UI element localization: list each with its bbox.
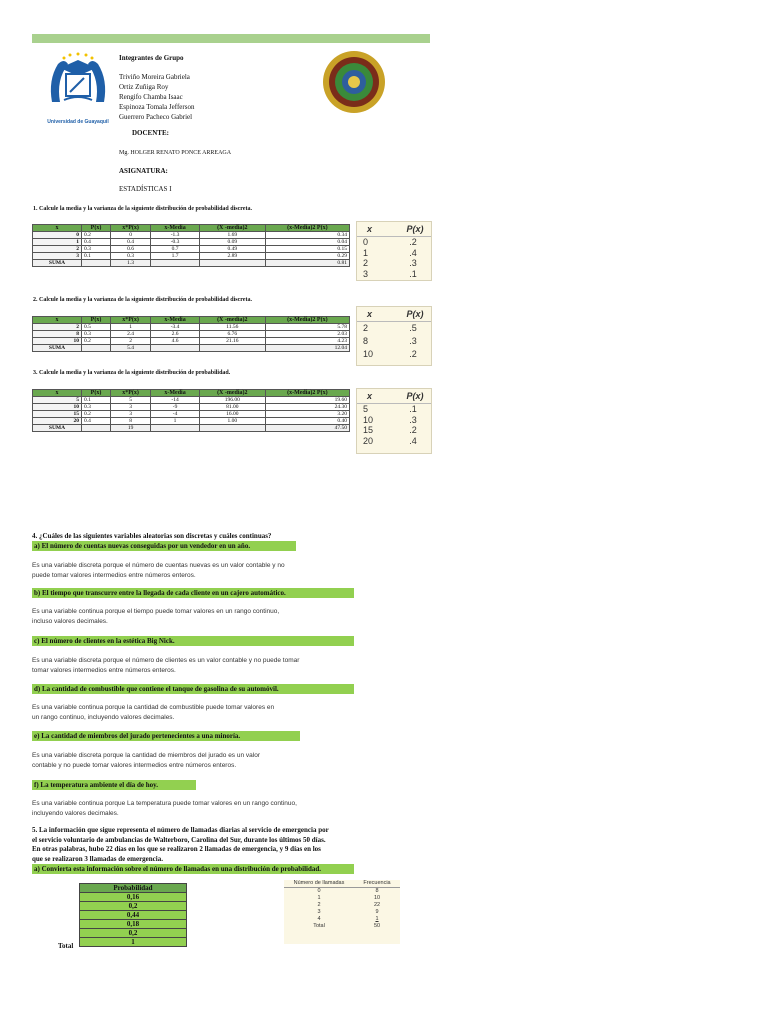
col-header: (x-Media)2 P(x) xyxy=(265,225,349,232)
cell: 0 xyxy=(111,232,151,239)
cell: 0.40 xyxy=(265,418,349,425)
cell: 8 xyxy=(33,331,82,338)
col-header: P(x) xyxy=(82,317,111,324)
member-name: Triviño Moreira Gabriela xyxy=(119,73,190,81)
cell xyxy=(199,345,265,352)
given-x: 10 xyxy=(363,349,374,359)
col-header: x-Media xyxy=(151,225,200,232)
exercise5-question-a: a) Convierta esta información sobre el número de llamadas en una distribución de probabilidad. xyxy=(32,864,354,874)
prob-value: 0,44 xyxy=(80,911,187,920)
cell: 81.00 xyxy=(199,404,265,411)
cell: 0.5 xyxy=(82,324,111,331)
exercise2-given-table xyxy=(356,306,432,366)
cell: 0.2 xyxy=(82,232,111,239)
col-header: P(x) xyxy=(82,225,111,232)
calls-total-label: Total xyxy=(313,923,325,929)
calls-frequency-table xyxy=(284,880,400,944)
given-x: 1 xyxy=(363,247,369,258)
cell: 4.23 xyxy=(265,338,349,345)
cell: 0.6 xyxy=(111,246,151,253)
cell: -0.3 xyxy=(151,239,200,246)
exercise1-given-table xyxy=(356,221,432,281)
top-accent-bar xyxy=(32,34,430,43)
member-name: Espinoza Tomala Jefferson xyxy=(119,103,195,111)
answer-line: incluso valores decimales. xyxy=(32,618,108,625)
given-x-header: x xyxy=(367,391,373,401)
table-row xyxy=(33,246,350,253)
cell: 10 xyxy=(33,338,82,345)
table-row xyxy=(33,324,350,331)
given-p: .1 xyxy=(409,268,417,279)
cell: 1 xyxy=(33,239,82,246)
prob-value: 0,2 xyxy=(80,929,187,938)
exercise4-question-f: f) La temperatura ambiente el día de hoy. xyxy=(32,780,196,790)
answer-line: Es una variable continua porque La temperatura puede tomar valores en un rango continuo, xyxy=(32,800,297,807)
given-p: .2 xyxy=(409,425,417,435)
cell: 3 xyxy=(111,411,151,418)
cell: 0.29 xyxy=(265,253,349,260)
cell: SUMA xyxy=(33,260,82,267)
col-header: (X -media)2 xyxy=(199,225,265,232)
calls-value: 0 xyxy=(317,888,321,894)
cell: SUMA xyxy=(33,345,82,352)
col-header: (X -media)2 xyxy=(199,317,265,324)
cell: 0.34 xyxy=(265,232,349,239)
given-p: .3 xyxy=(409,414,417,425)
given-p: .4 xyxy=(409,435,417,446)
prob-value: 0,2 xyxy=(80,902,187,911)
table-row xyxy=(33,338,350,345)
cell: 0.3 xyxy=(82,404,111,411)
cell: 0.4 xyxy=(111,239,151,246)
cell: 11.56 xyxy=(199,324,265,331)
cell: 1 xyxy=(151,418,200,425)
col-header: (x-Media)2 P(x) xyxy=(265,390,349,397)
cell: 2.03 xyxy=(265,331,349,338)
cell: 0.81 xyxy=(265,260,349,267)
table-row xyxy=(33,397,350,404)
col-header: (x-Media)2 P(x) xyxy=(265,317,349,324)
cell: 2 xyxy=(33,324,82,331)
table-row xyxy=(33,232,350,239)
faculty-seal xyxy=(322,50,386,114)
group-title: Integrantes de Grupo xyxy=(119,54,184,62)
calls-value: 1 xyxy=(317,895,321,901)
asignatura-label: ASIGNATURA: xyxy=(119,167,168,175)
table-row xyxy=(33,404,350,411)
cell: 196.00 xyxy=(199,397,265,404)
calls-value: 3 xyxy=(317,909,321,915)
cell: 19 xyxy=(111,425,151,432)
prob-total-value: 1 xyxy=(80,938,187,947)
exercise2-prompt: 2. Calcule la media y la varianza de la siguiente distribución de probabilidad discreta. xyxy=(33,297,252,303)
university-name: Universidad de Guayaquil xyxy=(47,119,109,125)
prob-value: 0,16 xyxy=(80,893,187,902)
given-p-header: P(x) xyxy=(406,224,424,234)
answer-line: puede tomar valores intermedios entre números enteros. xyxy=(32,572,196,579)
col-header: x-Media xyxy=(151,390,200,397)
exercise3-table xyxy=(32,389,350,432)
cell: 0.2 xyxy=(82,411,111,418)
given-p: .2 xyxy=(409,349,417,359)
given-p: .4 xyxy=(409,247,417,258)
cell: 5 xyxy=(111,397,151,404)
table-row xyxy=(33,331,350,338)
table-row xyxy=(33,239,350,246)
cell: 0.49 xyxy=(199,246,265,253)
cell: 20 xyxy=(33,418,82,425)
col-header: P(x) xyxy=(82,390,111,397)
col-header: x*P(x) xyxy=(111,317,151,324)
frequency-value: 8 xyxy=(375,888,379,894)
exercise3-given-table xyxy=(356,388,432,454)
frequency-header: Frecuencia xyxy=(363,880,391,886)
frequency-value: 9 xyxy=(375,909,379,915)
given-x: 20 xyxy=(363,435,374,446)
prob-header: Probabilidad xyxy=(80,884,187,893)
cell: 10 xyxy=(33,404,82,411)
exercise2-table xyxy=(32,316,350,352)
given-p: .5 xyxy=(409,323,417,333)
cell: 4.6 xyxy=(151,338,200,345)
sum-row xyxy=(33,425,350,432)
given-p: .1 xyxy=(409,404,417,414)
cell: 0.09 xyxy=(199,239,265,246)
col-header: x*P(x) xyxy=(111,225,151,232)
answer-line: Es una variable discreta porque el número de cuentas nuevas es un valor contable y no xyxy=(32,562,285,569)
exercise3-prompt: 3. Calcule la media y la varianza de la siguiente distribución de probabilidad. xyxy=(33,370,231,376)
cell: 0.7 xyxy=(151,246,200,253)
cell: 1.00 xyxy=(199,418,265,425)
given-p-header: P(x) xyxy=(406,309,424,319)
docente-name: Mg. HOLGER RENATO PONCE ARREAGA xyxy=(119,150,232,156)
given-x: 2 xyxy=(363,258,369,268)
given-x-header: x xyxy=(367,309,373,319)
cell: 0 xyxy=(33,232,82,239)
col-header: x-Media xyxy=(151,317,200,324)
cell xyxy=(82,345,111,352)
prompt-line: 5. La información que sigue representa el número de llamadas diarias al servicio de emergencia por xyxy=(32,826,329,834)
col-header: x*P(x) xyxy=(111,390,151,397)
cell: 6.76 xyxy=(199,331,265,338)
prompt-line: En otras palabras, hubo 22 días en los que se realizaron 2 llamadas de emergencia, y 9 días en los xyxy=(32,845,321,853)
cell: 2 xyxy=(33,246,82,253)
table-row xyxy=(33,418,350,425)
member-name: Rengifo Chamba Isaac xyxy=(119,93,183,101)
cell: 0.04 xyxy=(265,239,349,246)
cell: -9 xyxy=(151,404,200,411)
cell: 21.16 xyxy=(199,338,265,345)
answer-line: Es una variable continua porque el tiempo puede tomar valores en un rango continuo, xyxy=(32,608,280,615)
frequency-value: 22 xyxy=(373,902,381,908)
exercise4-question-b: b) El tiempo que transcurre entre la llegada de cada cliente en un cajero automático. xyxy=(32,588,354,598)
cell: 19.60 xyxy=(265,397,349,404)
answer-line: Es una variable discreta porque la cantidad de miembros del jurado es un valor xyxy=(32,752,260,759)
given-x: 10 xyxy=(363,414,374,425)
given-x: 8 xyxy=(363,336,369,346)
exercise4-question-e: e) La cantidad de miembros del jurado pertenecientes a una minoría. xyxy=(32,731,300,741)
cell: 0.4 xyxy=(82,418,111,425)
cell: 24.30 xyxy=(265,404,349,411)
calls-header: Número de llamadas xyxy=(293,880,345,886)
answer-line: tomar valores intermedios entre números enteros. xyxy=(32,667,176,674)
cell xyxy=(82,425,111,432)
given-x-header: x xyxy=(367,224,373,234)
frequency-value: 10 xyxy=(373,895,381,901)
cell: 2.6 xyxy=(151,331,200,338)
given-p: .3 xyxy=(409,258,417,268)
cell: 0.1 xyxy=(82,253,111,260)
cell: 47.50 xyxy=(265,425,349,432)
given-x: 3 xyxy=(363,268,369,279)
cell: -4 xyxy=(151,411,200,418)
cell: 12.04 xyxy=(265,345,349,352)
cell: 2 xyxy=(111,338,151,345)
answer-line: contable y no puede tomar valores intermedios entre números enteros. xyxy=(32,762,237,769)
prob-value: 0,18 xyxy=(80,920,187,929)
table-row xyxy=(33,411,350,418)
cell: SUMA xyxy=(33,425,82,432)
calls-value: 4 xyxy=(317,916,321,922)
exercise4-question-c: c) El número de clientes en la estética Big Nick. xyxy=(32,636,354,646)
exercise1-table xyxy=(32,224,350,267)
exercise4-answer-c xyxy=(32,656,299,676)
cell xyxy=(151,345,200,352)
cell: 1 xyxy=(111,324,151,331)
col-header: x xyxy=(33,317,82,324)
cell xyxy=(82,260,111,267)
given-p-header: P(x) xyxy=(406,391,424,401)
col-header: x xyxy=(33,390,82,397)
exercise5-prompt xyxy=(32,826,329,864)
members-list xyxy=(119,72,194,122)
cell xyxy=(151,260,200,267)
exercise4-answer-f xyxy=(32,799,297,819)
given-x: 15 xyxy=(363,425,374,435)
given-p: .3 xyxy=(409,336,417,346)
cell: -1.3 xyxy=(151,232,200,239)
cell: 16.00 xyxy=(199,411,265,418)
member-name: Guerrero Pacheco Gabriel xyxy=(119,113,193,121)
cell: 1.69 xyxy=(199,232,265,239)
answer-line: Es una variable continua porque la cantidad de combustible puede tomar valores en xyxy=(32,704,275,711)
cell xyxy=(151,425,200,432)
member-name: Ortiz Zuñiga Roy xyxy=(119,83,169,91)
exercise4-question-d: d) La cantidad de combustible que contiene el tanque de gasolina de su automóvil. xyxy=(32,684,354,694)
given-x: 2 xyxy=(363,323,369,333)
exercise4-answer-b xyxy=(32,607,279,627)
prompt-line: que se realizaron 3 llamadas de emergencia. xyxy=(32,854,163,863)
cell: 3.20 xyxy=(265,411,349,418)
exercise4-prompt: 4. ¿Cuáles de las siguientes variables aleatorias son discretas y cuáles continuas? xyxy=(32,532,272,540)
cell: 0.3 xyxy=(111,253,151,260)
cell xyxy=(199,425,265,432)
exercise4-answer-d xyxy=(32,703,274,723)
cell: 3 xyxy=(111,404,151,411)
cell: 1.7 xyxy=(151,253,200,260)
docente-label: DOCENTE: xyxy=(132,129,169,137)
cell: 2.89 xyxy=(199,253,265,260)
cell: 8 xyxy=(111,418,151,425)
cell: 0.3 xyxy=(82,246,111,253)
asignatura-name: ESTADÍSTICAS I xyxy=(119,185,172,193)
cell: 5.78 xyxy=(265,324,349,331)
given-x: 0 xyxy=(363,237,369,247)
cell: 0.15 xyxy=(265,246,349,253)
cell: -14 xyxy=(151,397,200,404)
cell: 15 xyxy=(33,411,82,418)
prompt-line: el servicio voluntario de ambulancias de Walterboro, Carolina del Sur, durante los últimos 50 días. xyxy=(32,835,326,844)
probability-table xyxy=(79,883,187,947)
col-header: x xyxy=(33,225,82,232)
exercise1-prompt: 1. Calcule la media y la varianza de la siguiente distribución de probabilidad discreta. xyxy=(33,206,252,212)
answer-line: incluyendo valores decimales. xyxy=(32,810,119,817)
exercise4-question-a: a) El número de cuentas nuevas conseguidas por un vendedor en un año. xyxy=(32,541,296,551)
frequency-value: 1 xyxy=(375,916,379,922)
prob-total-label: Total xyxy=(58,942,74,950)
university-logo xyxy=(44,50,112,125)
exercise4-answer-e xyxy=(32,751,260,771)
cell: 0.3 xyxy=(82,331,111,338)
calls-value: 2 xyxy=(317,902,321,908)
exercise4-answer-a xyxy=(32,561,285,581)
sum-row xyxy=(33,345,350,352)
col-header: (X -media)2 xyxy=(199,390,265,397)
frequency-total: 50 xyxy=(373,923,381,929)
answer-line: un rango continuo, incluyendo valores decimales. xyxy=(32,714,175,721)
given-x: 5 xyxy=(363,404,369,414)
cell: 3 xyxy=(33,253,82,260)
cell: 0.4 xyxy=(82,239,111,246)
cell xyxy=(199,260,265,267)
cell: 0.1 xyxy=(82,397,111,404)
cell: 0.2 xyxy=(82,338,111,345)
given-p: .2 xyxy=(409,237,417,247)
answer-line: Es una variable discreta porque el número de clientes es un valor contable y no puede tomar xyxy=(32,657,300,664)
table-row xyxy=(33,253,350,260)
cell: 5.4 xyxy=(111,345,151,352)
cell: 1.3 xyxy=(111,260,151,267)
cell: 2.4 xyxy=(111,331,151,338)
cell: 5 xyxy=(33,397,82,404)
cell: -3.4 xyxy=(151,324,200,331)
sum-row xyxy=(33,260,350,267)
